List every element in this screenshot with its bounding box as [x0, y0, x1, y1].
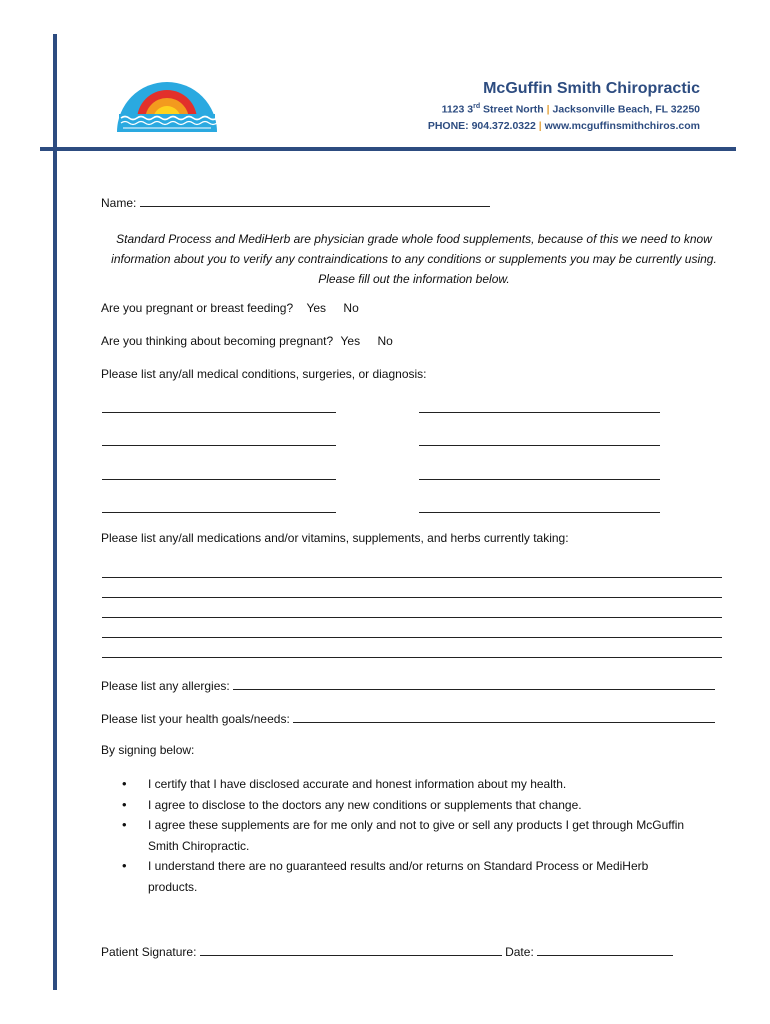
becoming-no-option[interactable]: No [377, 334, 393, 348]
conditions-line[interactable] [102, 512, 336, 513]
medications-line[interactable] [102, 637, 722, 638]
allergies-field[interactable] [233, 679, 715, 690]
becoming-yes-option[interactable]: Yes [340, 334, 361, 348]
medications-label: Please list any/all medications and/or vitamins, supplements, and herbs currently taking: [101, 531, 569, 545]
conditions-line[interactable] [419, 512, 660, 513]
medications-line[interactable] [102, 657, 722, 658]
consent-item: • I understand there are no guaranteed results and/or returns on Standard Process or MediHerb products. [122, 856, 722, 897]
name-label: Name: [101, 196, 137, 210]
clinic-contact: PHONE: 904.372.0322 | www.mcguffinsmithchiros.com [427, 120, 700, 132]
conditions-line[interactable] [102, 412, 336, 413]
signing-label: By signing below: [101, 743, 195, 757]
conditions-line[interactable] [102, 479, 336, 480]
signature-field[interactable] [200, 945, 502, 956]
consent-item: • I agree to disclose to the doctors any new conditions or supplements that change. [122, 795, 722, 816]
date-label: Date: [505, 945, 534, 959]
goals-label: Please list your health goals/needs: [101, 712, 290, 726]
medications-line[interactable] [102, 597, 722, 598]
goals-field[interactable] [293, 712, 715, 723]
header-divider [40, 147, 736, 151]
conditions-line[interactable] [419, 412, 660, 413]
name-field[interactable] [140, 196, 490, 207]
pregnant-yes-option[interactable]: Yes [306, 301, 327, 315]
left-border-bar [53, 34, 57, 990]
pregnant-no-option[interactable]: No [343, 301, 359, 315]
clinic-name: McGuffin Smith Chiropractic [483, 80, 700, 97]
conditions-line[interactable] [419, 479, 660, 480]
pregnant-question: Are you pregnant or breast feeding? [101, 301, 294, 315]
conditions-line[interactable] [102, 445, 336, 446]
name-row [101, 196, 490, 209]
consent-item: • I certify that I have disclosed accurate and honest information about my health. [122, 774, 722, 795]
goals-row [101, 712, 715, 725]
clinic-address: 1123 3rd Street North | Jacksonville Beach, FL 32250 [441, 103, 700, 116]
conditions-label: Please list any/all medical conditions, surgeries, or diagnosis: [101, 367, 427, 381]
signature-label: Patient Signature: [101, 945, 197, 959]
medications-line[interactable] [102, 617, 722, 618]
consent-item: • I agree these supplements are for me only and not to give or sell any products I get through McGuffin Smith Chiropractic. [122, 815, 722, 856]
allergies-label: Please list any allergies: [101, 679, 230, 693]
allergies-row [101, 679, 715, 692]
consent-list [122, 774, 722, 897]
becoming-pregnant-row [101, 335, 393, 347]
signature-row [101, 945, 673, 958]
intro-text: Standard Process and MediHerb are physician grade whole food supplements, because of this we need to know information about you to verify any contraindications to any conditions or supplements you may be currently using. Please fill out the information below. [111, 232, 717, 286]
date-field[interactable] [537, 945, 673, 956]
website-link[interactable]: www.mcguffinsmithchiros.com [544, 120, 700, 132]
conditions-line[interactable] [419, 445, 660, 446]
medications-line[interactable] [102, 577, 722, 578]
pregnant-row [101, 302, 359, 314]
becoming-pregnant-question: Are you thinking about becoming pregnant? [101, 334, 334, 348]
clinic-logo [115, 74, 219, 134]
